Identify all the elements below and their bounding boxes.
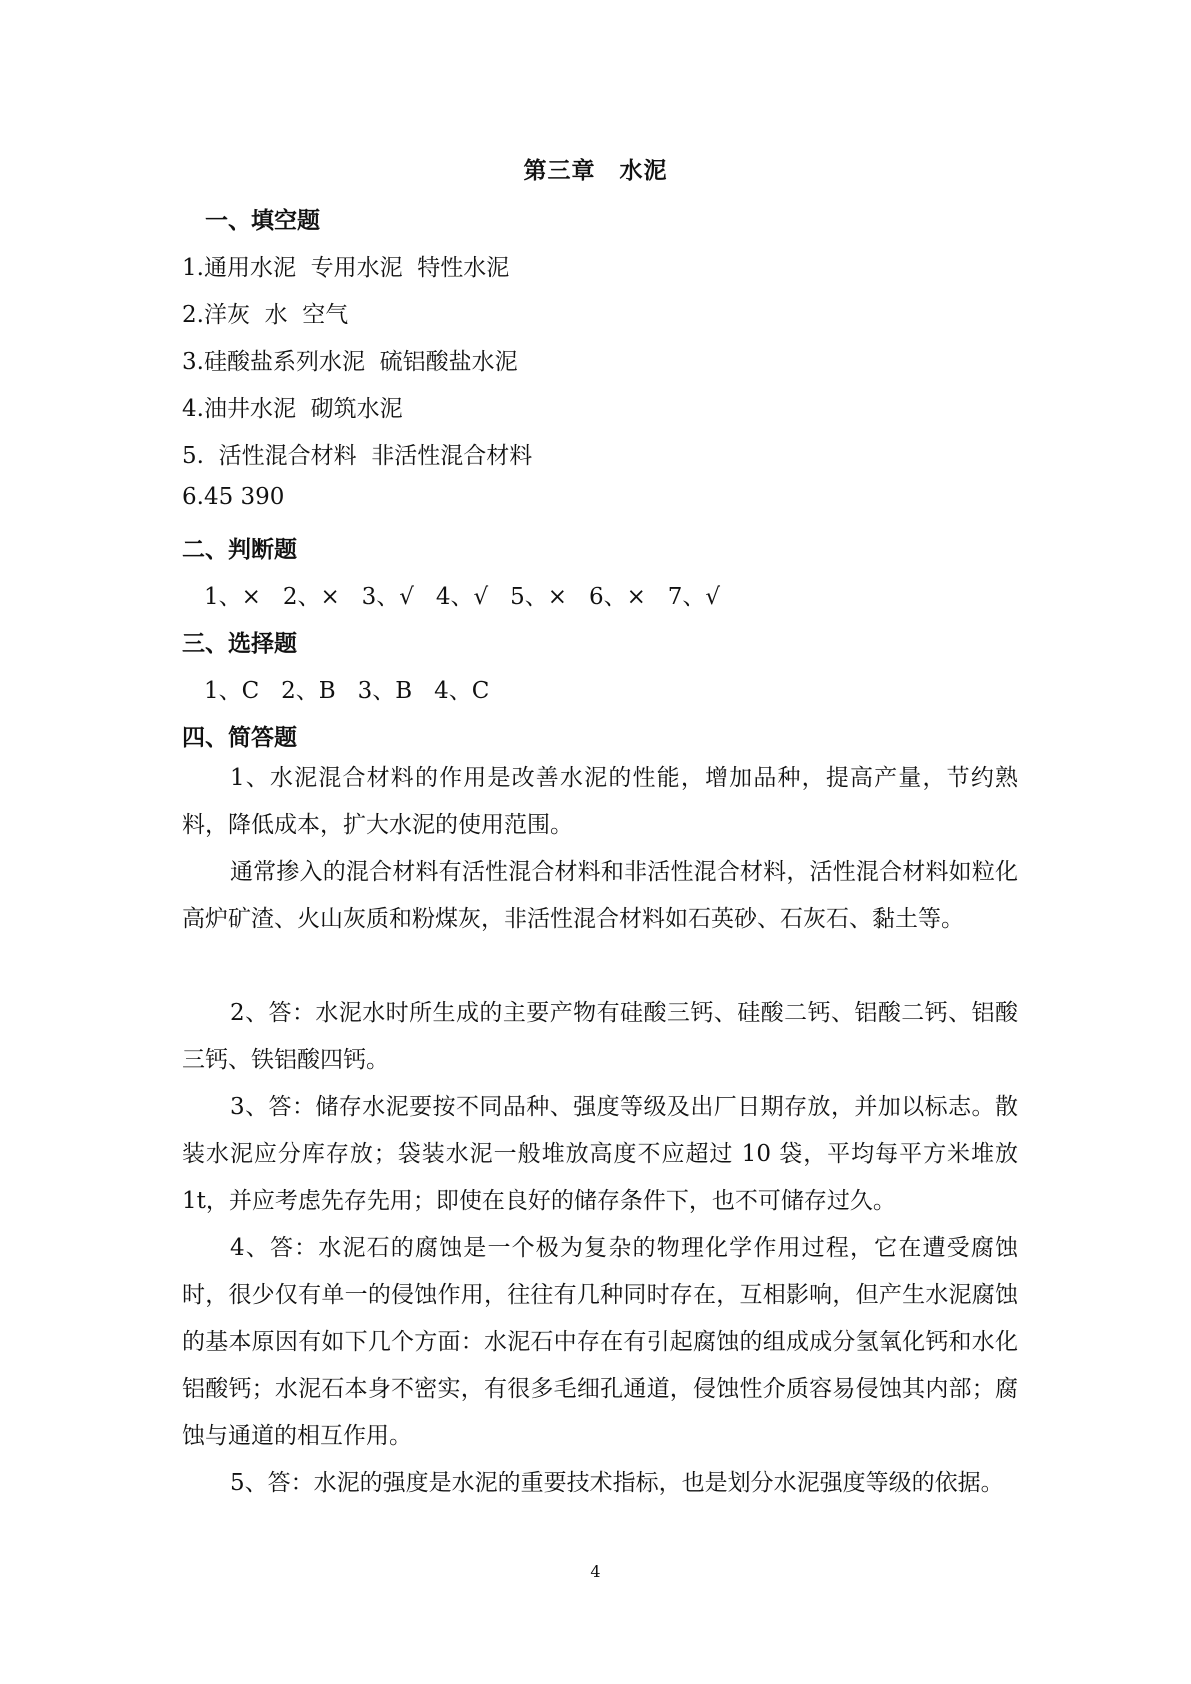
fill-in-answer-2: 2.洋灰 水 空气	[182, 302, 349, 328]
short-answer-paragraph-2: 2、答：水泥水时所生成的主要产物有硅酸三钙、硅酸二钙、铝酸二钙、铝酸三钙、铁铝酸四钙。	[182, 1000, 1018, 1073]
short-answer-paragraph-5: 5、答：水泥的强度是水泥的重要技术指标，也是划分水泥强度等级的依据。	[230, 1470, 1004, 1496]
section-heading-multiple-choice: 三、选择题	[182, 630, 297, 657]
section-heading-short-answer: 四、简答题	[182, 724, 297, 751]
fill-in-answer-6: 6.45 390	[182, 484, 285, 510]
fill-in-answer-3: 3.硅酸盐系列水泥 硫铝酸盐水泥	[182, 349, 518, 375]
chapter-title: 第三章 水泥	[523, 157, 668, 184]
section-heading-fill-in: 一、填空题	[205, 207, 320, 234]
page-number: 4	[590, 1562, 601, 1581]
multiple-choice-answers: 1、C 2、B 3、B 4、C	[204, 678, 490, 704]
section-heading-true-false: 二、判断题	[182, 536, 297, 563]
short-answer-paragraph-4: 4、答：水泥石的腐蚀是一个极为复杂的物理化学作用过程，它在遭受腐蚀时，很少仅有单一的侵蚀作用，往往有几种同时存在，互相影响，但产生水泥腐蚀的基本原因有如下几个方面：水泥石中存在有引起腐蚀的组成成分氢氧化钙和水化铝酸钙；水泥石本身不密实，有很多毛细孔通道，侵蚀性介质容易侵蚀其内部；腐蚀与通道的相互作用。	[182, 1235, 1018, 1449]
fill-in-answer-1: 1.通用水泥 专用水泥 特性水泥	[182, 255, 510, 281]
true-false-answers: 1、× 2、× 3、√ 4、√ 5、× 6、× 7、√	[204, 584, 721, 610]
fill-in-answer-5: 5. 活性混合材料 非活性混合材料	[182, 443, 533, 469]
fill-in-answer-4: 4.油井水泥 砌筑水泥	[182, 396, 403, 422]
short-answer-paragraph-3: 3、答：储存水泥要按不同品种、强度等级及出厂日期存放，并加以标志。散装水泥应分库存放；袋装水泥一般堆放高度不应超过 10 袋，平均每平方米堆放 1t，并应考虑先存先用；即使在良好的储存条件下，也不可储存过久。	[182, 1094, 1018, 1214]
short-answer-paragraph-1b: 通常掺入的混合材料有活性混合材料和非活性混合材料，活性混合材料如粒化高炉矿渣、火山灰质和粉煤灰，非活性混合材料如石英砂、石灰石、黏土等。	[182, 859, 1018, 932]
short-answer-paragraph-1: 1、水泥混合材料的作用是改善水泥的性能，增加品种，提高产量，节约熟料，降低成本，扩大水泥的使用范围。	[182, 765, 1018, 838]
